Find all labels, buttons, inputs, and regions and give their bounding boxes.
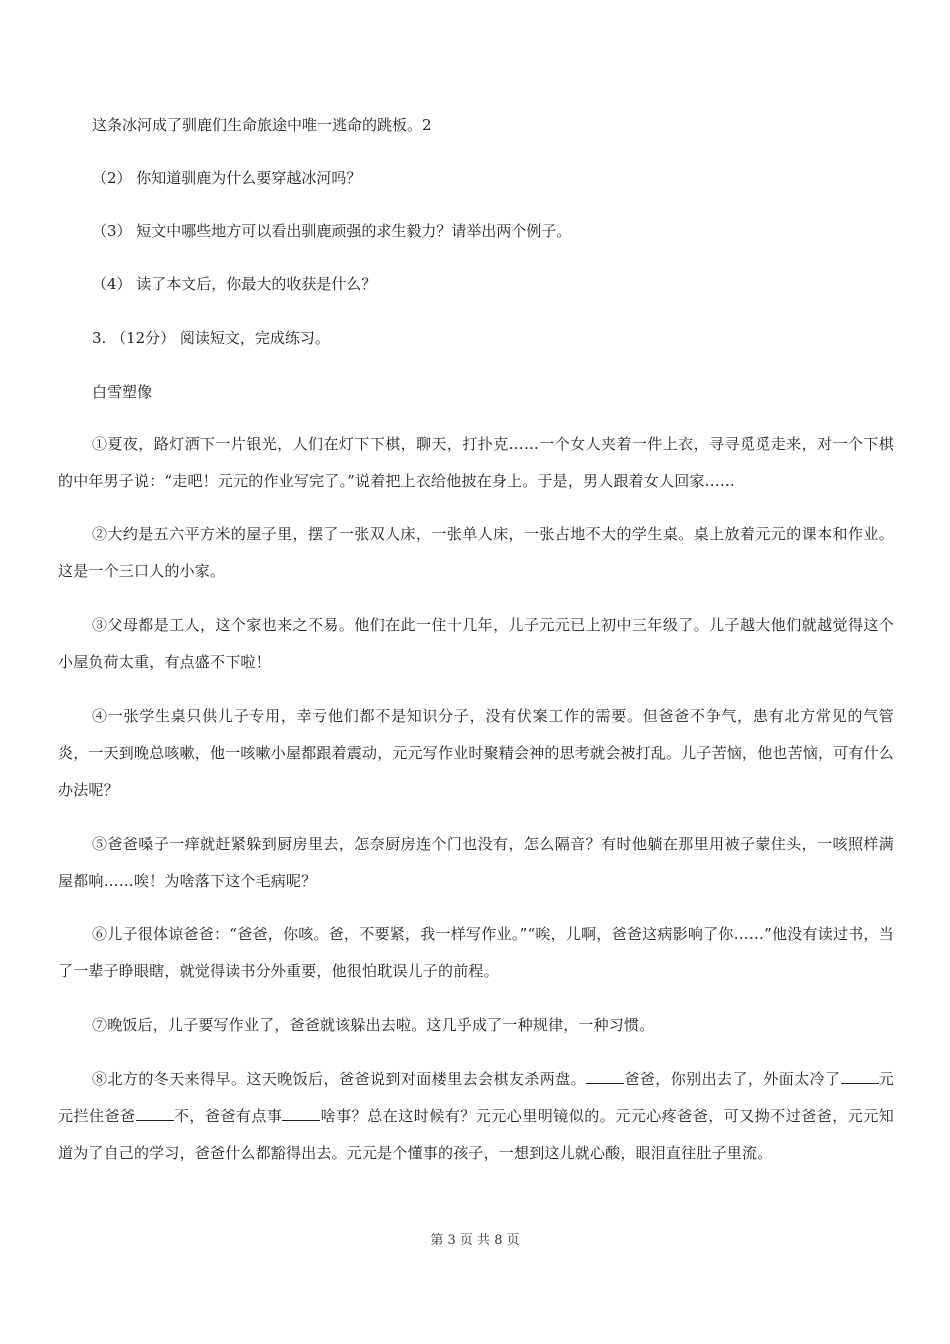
paragraph-1: ①夏夜，路灯洒下一片银光，人们在灯下下棋，聊天，打扑克……一个女人夹着一件上衣，寻寻觅觅走来，对一个下棋的中年男子说：“走吧！元元的作业写完了。”说着把上衣给他披在身上。于是，男人跟着女人回家…… <box>58 435 894 490</box>
paragraph-2: ②大约是五六平方米的屋子里，摆了一张双人床，一张单人床，一张占地不大的学生桌。桌上放着元元的课本和作业。这是一个三口人的小家。 <box>58 525 894 580</box>
continued-text-line: 这条冰河成了驯鹿们生命旅途中唯一逃命的跳板。2 <box>92 116 432 134</box>
paragraph-3: ③父母都是工人，这个家也来之不易。他们在此一住十几年，儿子元元已上初中三年级了。儿子越大他们就越觉得这个小屋负荷太重，有点盛不下啦！ <box>58 616 894 671</box>
page-footer: 第 3 页 共 8 页 <box>430 1233 520 1248</box>
paragraph-6: ⑥儿子很体谅爸爸：“爸爸，你咳。爸，不要紧，我一样写作业。”“唉，儿啊，爸爸这病影响了你……”他没有读过书，当了一辈子睁眼瞎，就觉得读书分外重要，他很怕耽误儿子的前程。 <box>58 925 894 980</box>
question-4: （4） 读了本文后，你最大的收获是什么？ <box>92 275 377 293</box>
paragraph-8-part-a: ⑧北方的冬天来得早。这天晚饭后，爸爸说到对面楼里去会棋友杀两盘。 <box>92 1070 587 1088</box>
passage-title: 白雪塑像 <box>92 383 153 401</box>
question-3: （3） 短文中哪些地方可以看出驯鹿顽强的求生毅力？请举出两个例子。 <box>92 222 572 240</box>
paragraph-8-part-e: 啥事？总在这时候有？元元心里明镜似的。元元心疼爸爸，可又拗不过爸爸，元元知道为了自己的学习，爸爸什么都豁得出去。元元是个懂事的孩子，一想到这儿就心酸，眼泪直往肚子里流。 <box>58 1107 895 1162</box>
fill-blank-3[interactable] <box>136 1106 174 1121</box>
paragraph-8-part-c: 元元拦住爸爸 <box>58 1070 894 1125</box>
paragraph-8-part-d: 不，爸爸有点事 <box>173 1107 283 1125</box>
fill-blank-4[interactable] <box>282 1106 320 1121</box>
question-2: （2） 你知道驯鹿为什么要穿越冰河吗？ <box>92 169 362 187</box>
section-3-heading: 3. （12分） 阅读短文，完成练习。 <box>92 329 330 347</box>
fill-blank-1[interactable] <box>586 1069 624 1084</box>
paragraph-7: ⑦晚饭后，儿子要写作业了，爸爸就该躲出去啦。这几乎成了一种规律，一种习惯。 <box>92 1016 655 1034</box>
paragraph-8-part-b: 爸爸，你别出去了，外面太冷了 <box>624 1070 841 1088</box>
paragraph-5: ⑤爸爸嗓子一痒就赶紧躲到厨房里去，怎奈厨房连个门也没有，怎么隔音？有时他躺在那里用被子蒙住头，一咳照样满屋都响……唉！为啥落下这个毛病呢？ <box>58 835 894 890</box>
paragraph-4: ④一张学生桌只供儿子专用，幸亏他们都不是知识分子，没有伏案工作的需要。但爸爸不争气，患有北方常见的气管炎，一天到晚总咳嗽，他一咳嗽小屋都跟着震动，元元写作业时聚精会神的思考就会被打乱。儿子苦恼，他也苦恼，可有什么办法呢？ <box>58 707 895 799</box>
fill-blank-2[interactable] <box>841 1069 879 1084</box>
paragraph-8 <box>58 1061 894 1172</box>
